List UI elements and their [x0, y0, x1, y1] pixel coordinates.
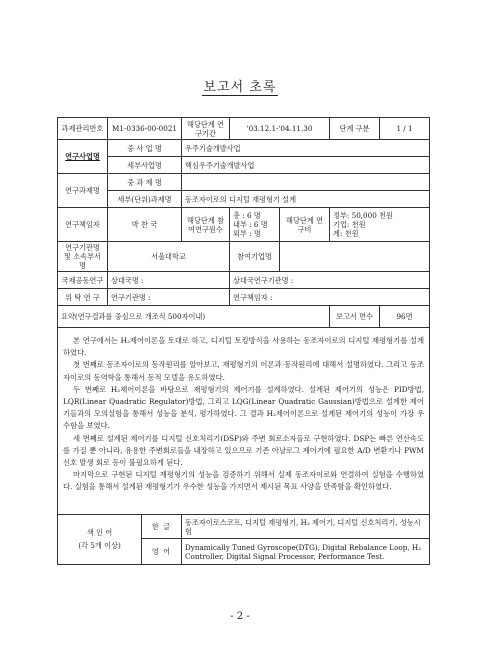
stage-label: 단계 구분 — [330, 118, 380, 140]
intl-label: 국제공동연구 — [58, 272, 108, 289]
report-title: 보고서 초록 — [203, 80, 277, 95]
company-label: 참여기업명 — [230, 242, 280, 272]
pages: 96면 — [380, 306, 430, 328]
project-number: M1-0336-00-0021 — [108, 118, 182, 140]
summary-paragraph: 첫 번째로 동조자이로의 동작원리를 알아보고, 재평형기의 이론과 동작원리에 대해서 설명하였다. 그리고 동조자이로의 동역학을 통해서 동적 모델을 유도하였다. — [63, 360, 425, 382]
staff-label: 해당단계 참여연구원수 — [182, 208, 230, 242]
company — [280, 242, 430, 272]
detail-program-label: 세부사업명 — [108, 157, 182, 174]
consign-label: 위 탁 연 구 — [58, 289, 108, 306]
program-label: 연구사업명 — [58, 140, 108, 174]
summary-paragraph: 마지막으로 구현된 디지털 재평형기의 성능을 검증하기 위해서 실제 동조자이로와 연결하여 실험을 수행하였다. 실험을 통해서 설계된 재평형기가 우수한 성능을 가지면서 제시된 목표 사양을 만족함을 확인하였다. — [63, 470, 425, 492]
big-project-label: 중 과 제 명 — [108, 174, 182, 191]
cost-total: 계: 천원 — [333, 229, 359, 238]
cost-label: 해당단계 연구비 — [280, 208, 330, 242]
cost-gov: 정부: 50,000 천원 — [333, 211, 393, 220]
staff-total: 총 : 6 명 — [233, 211, 261, 220]
stage: 1 / 1 — [380, 118, 430, 140]
report-form-table — [57, 117, 430, 565]
pi-label: 연구책임자 — [58, 208, 108, 242]
keywords-en-label: 영 어 — [142, 539, 182, 565]
keywords-label-line1: 색 인 어 — [86, 528, 113, 538]
page-number: - 2 - — [230, 611, 250, 622]
big-project — [182, 174, 430, 191]
mid-program: 우주기술개발사업 — [182, 140, 430, 157]
summary-body — [58, 328, 430, 515]
pages-label: 보고서 면수 — [330, 306, 380, 328]
project-number-label: 과제관리번호 — [58, 118, 108, 140]
period-label: 해당단계 연구기간 — [182, 118, 230, 140]
staff-external: 외부 : 명 — [233, 229, 261, 238]
period: '03.12.1-'04.11.30 — [230, 118, 330, 140]
institution-label: 연구기관명 및 소속부서명 — [58, 242, 108, 272]
staff-counts — [230, 208, 280, 242]
staff-internal: 내부 : 6 명 — [233, 220, 268, 229]
summary-label: 요약(연구결과를 중심으로 개조식 500자이내) — [58, 306, 330, 328]
keywords-label-line2: (각 5개 이상) — [78, 540, 121, 550]
summary-paragraph: 세 번째로 설계된 제어기를 디지털 신호처리기(DSP)와 주변 회로소자들로 구현하였다. DSP는 빠른 연산속도를 가질 뿐 아니라, 유용한 주변회로들을 내장하고 있으므로 기존 아날로그 제어기에 필요한 A/D 변환기나 PWM 신호 발생 회로 등이 불필요하게 된다. — [63, 433, 425, 468]
project-name-label: 연구과제명 — [58, 174, 108, 208]
mid-program-label: 중 사 업 명 — [108, 140, 182, 157]
pi-name: 박 찬 국 — [108, 208, 182, 242]
sub-project-label: 세부(단위)과제명 — [108, 191, 182, 208]
institution: 서울대학교 — [108, 242, 230, 272]
keywords-kr: 동조자이로스코프, 디지털 재평형기, H₂ 제어기, 디지털 신호처리기, 성능시험 — [182, 515, 430, 539]
row-project-number — [58, 118, 430, 140]
summary-paragraph: 두 번째로 H₂제어이론을 바탕으로 재평형기의 제어기를 설계하였다. 설계된 제어기의 성능은 PID방법, LQR(Linear Quadratic Regulator)방법, 그리고 LQG(Linear Quadratic Gaussian)방법으로 설계한 제어기들과의 모의실험을 통해서 성능을 분석, 평가하였다. 그 결과 H₂제어이론으로 설계된 제어기의 성능이 가장 우수함을 보였다. — [63, 384, 425, 431]
consign-pi: 연구책임자 : — [230, 289, 430, 306]
keywords-kr-label: 한 글 — [142, 515, 182, 539]
consign-institution: 연구기관명 : — [108, 289, 230, 306]
keywords-label — [58, 515, 142, 565]
partner-institution: 상대국연구기관명 : — [230, 272, 430, 289]
detail-program: 핵심우주기술개발사업 — [182, 157, 430, 174]
summary-paragraph: 본 연구에서는 H₂제어이론을 토대로 하고, 디지털 토킹방식을 사용하는 동조자이로의 디지털 재평형기를 설계하였다. — [63, 336, 425, 358]
sub-project: 동조자이로의 디지털 재평형기 설계 — [182, 191, 430, 208]
cost-values — [330, 208, 430, 242]
keywords-en: Dynamically Tuned Gyroscope(DTG), Digital Rebalance Loop, H₂ Controller, Digital Signal Processor, Performance Test. — [182, 539, 430, 565]
partner-country: 상대국명 : — [108, 272, 230, 289]
cost-company: 기업: 천원 — [333, 220, 366, 229]
